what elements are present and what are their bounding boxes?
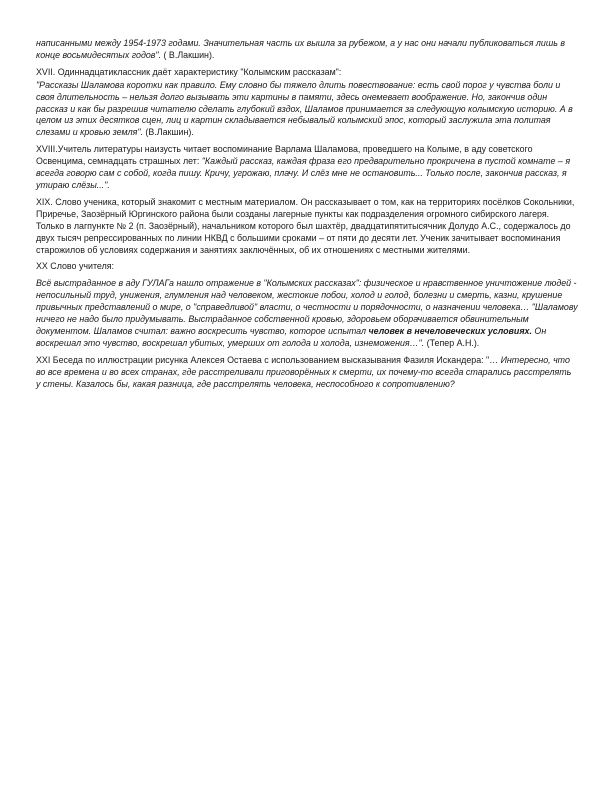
paragraph-italic-text: Он воскрешал это чувство, воскрешал убитых, умерших от голода и холода, изнеможения…". (36, 325, 547, 348)
paragraph-normal-text: XXI Беседа по иллюстрации рисунка Алексея Остаева с использованием высказывания Фазиля Искандера: "… (36, 354, 501, 365)
paragraph-attribution: (В.Лакшин). (142, 127, 194, 138)
paragraph-italic-text: "Рассказы Шаламова коротки как правило. Ему словно бы тяжело длить повествование: есть свой порог у чувства боли и своя длительность – нельзя долго вызывать эти картины в памяти, здесь онемевает воображение. Но, закончив один рассказ и как бы разрешив читателю сделать глубокий вздох, Шаламов принимается за следующую колымскую историю. А в целом из этих десятков сцен, лиц и картин складывается небывалый колымский эпос, который заслужила эта политая слезами и кровью земля". (36, 79, 573, 138)
paragraph-italic-text: Всё выстраданное в аду ГУЛАГа нашло отражение в "Колымских рассказах": физическое и нравственное уничтожение людей - непосильный труд, унижения, глумления над человеком, жестокие побои, холод и голод, болезни и смерть, казни, крушение привычных представлений о мире, о "справедливой" власти, о честности и порядочности, о назначении человека… "Шаламову ничего не надо было придумывать. Выстраданное собственной кровью, здоровьем оборачивается обвинительным документом. Шаламов считал: важно воскресить чувство, которое испытал (36, 278, 578, 336)
paragraph-attribution: ( В.Лакшин). (161, 49, 215, 60)
paragraph-section-18 (36, 144, 578, 192)
paragraph-section-17-heading: XVII. Одиннадцатиклассник даёт характеристику "Колымским рассказам": (36, 66, 342, 77)
paragraph-lakshin-intro (36, 38, 578, 62)
paragraph-section-21 (36, 355, 578, 391)
paragraph-italic-text: Интересно, что во все времена и во всех странах, где расстреливали приговорённых к смерти, их почему-то всегда старались расстрелять у стены. Казалось бы, какая разница, где расстрелять человека, неспособного к сопротивлению? (36, 354, 572, 389)
paragraph-italic-text: "Каждый рассказ, каждая фраза его предварительно прокричена в пустой комнате – я всегда говорю сам с собой, когда пишу. Кричу, угрожаю, плачу. И слёз мне не остановить... Только после, закончив рассказ, я утираю слёзы...". (36, 156, 571, 190)
paragraph-section-17-quote (36, 80, 578, 140)
paragraph-section-20-heading: XX Слово учителя: (36, 261, 115, 272)
paragraph-section-20-text (36, 278, 578, 349)
document-body (36, 38, 578, 395)
paragraph-normal-text: XVIII.Учитель литературы наизусть читает воспоминание Варлама Шаламова, проведшего на Колыме, в аду советского Освенцима, семнадцать страшных лет: (36, 144, 533, 167)
paragraph-section-19: XIX. Слово ученика, который знакомит с местным материалом. Он рассказывает о том, как на территориях посёлков Сокольники, Приречье, Заозёрный Юргинского района были созданы лагерные пункты как подразделения огромного сибирского лагеря. Только в лагпункте № 2 (п. Заозёрный), начальником которого был шахтёр, двадцатипятитысячник Долудо А.С., содержалось до двух тысяч репрессированных по линии НКВД с большими сроками – от пяти до десяти лет. Ученик зачитывает воспоминания старожилов об условиях содержания и занятиях заключённых, об их отношениях с местными жителями. (36, 196, 575, 255)
paragraph-bold-italic-text: человек в нечеловеческих условиях. (368, 325, 532, 336)
paragraph-italic-text: написанными между 1954-1973 годами. Значительная часть их вышла за рубежом, а у нас они начали публиковаться лишь в конце восьмидесятых годов". (36, 38, 565, 60)
paragraph-attribution: (Тепер А.Н.). (424, 337, 480, 348)
